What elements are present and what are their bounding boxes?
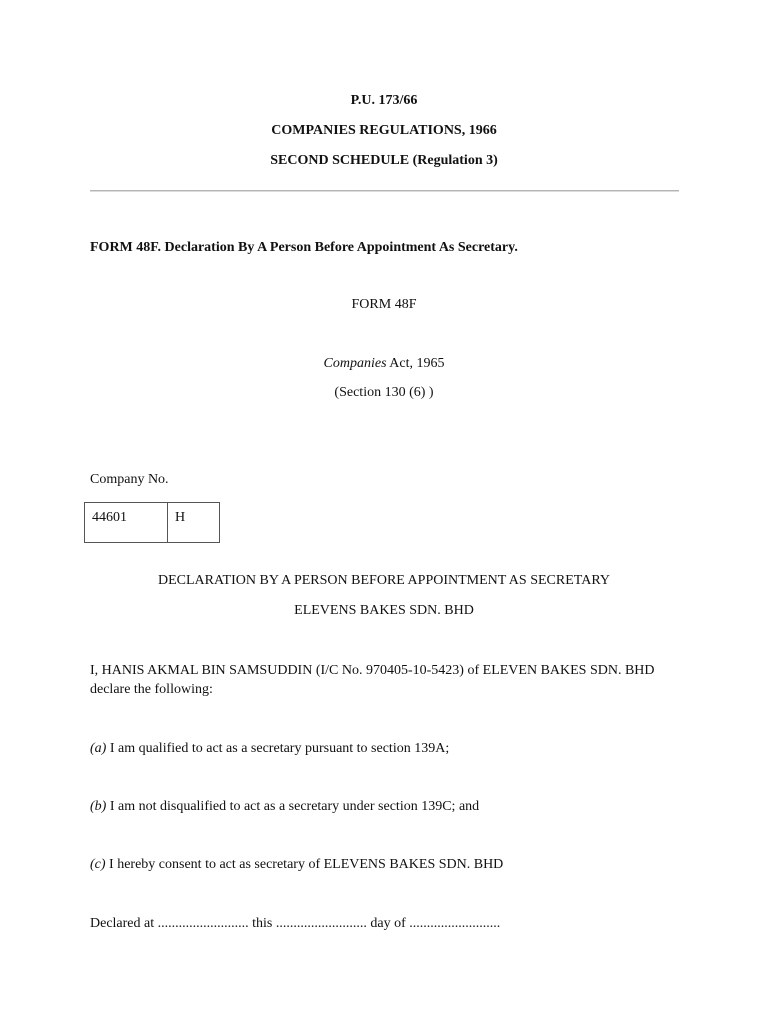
item-a (90, 739, 690, 758)
item-c (90, 855, 690, 874)
item-b (90, 797, 690, 816)
form-heading: FORM 48F. Declaration By A Person Before Appointment As Secretary. (90, 240, 518, 255)
act-section: (Section 130 (6) ) (334, 385, 434, 400)
company-number-table (84, 502, 220, 543)
declared-line: Declared at .......................... this .......................... day of .......................... (90, 916, 501, 931)
act-title (0, 356, 768, 372)
act-year: Act, 1965 (386, 356, 445, 371)
schedule-title: SECOND SCHEDULE (Regulation 3) (270, 153, 498, 168)
item-b-label: (b) (90, 799, 107, 814)
regulations-title: COMPANIES REGULATIONS, 1966 (271, 123, 497, 138)
item-a-label: (a) (90, 741, 107, 756)
item-a-text: I am qualified to act as a secretary pursuant to section 139A; (106, 741, 450, 756)
act-name: Companies (323, 356, 387, 371)
item-c-text: I hereby consent to act as secretary of ELEVENS BAKES SDN. BHD (105, 857, 504, 872)
horizontal-divider (90, 190, 679, 192)
declaration-title: DECLARATION BY A PERSON BEFORE APPOINTMENT AS SECRETARY (157, 573, 610, 588)
form-number: FORM 48F (351, 297, 417, 312)
item-b-text: I am not disqualified to act as a secretary under section 139C; and (106, 799, 480, 814)
company-number-suffix: H (168, 503, 220, 543)
company-number-label: Company No. (90, 472, 169, 487)
item-c-label: (c) (90, 857, 106, 872)
declaration-intro: I, HANIS AKMAL BIN SAMSUDDIN (I/C No. 970405-10-5423) of ELEVEN BAKES SDN. BHD declare the following: (90, 663, 655, 697)
company-number-value: 44601 (85, 503, 168, 543)
pu-number: P.U. 173/66 (350, 93, 418, 108)
company-name: ELEVENS BAKES SDN. BHD (294, 603, 474, 618)
